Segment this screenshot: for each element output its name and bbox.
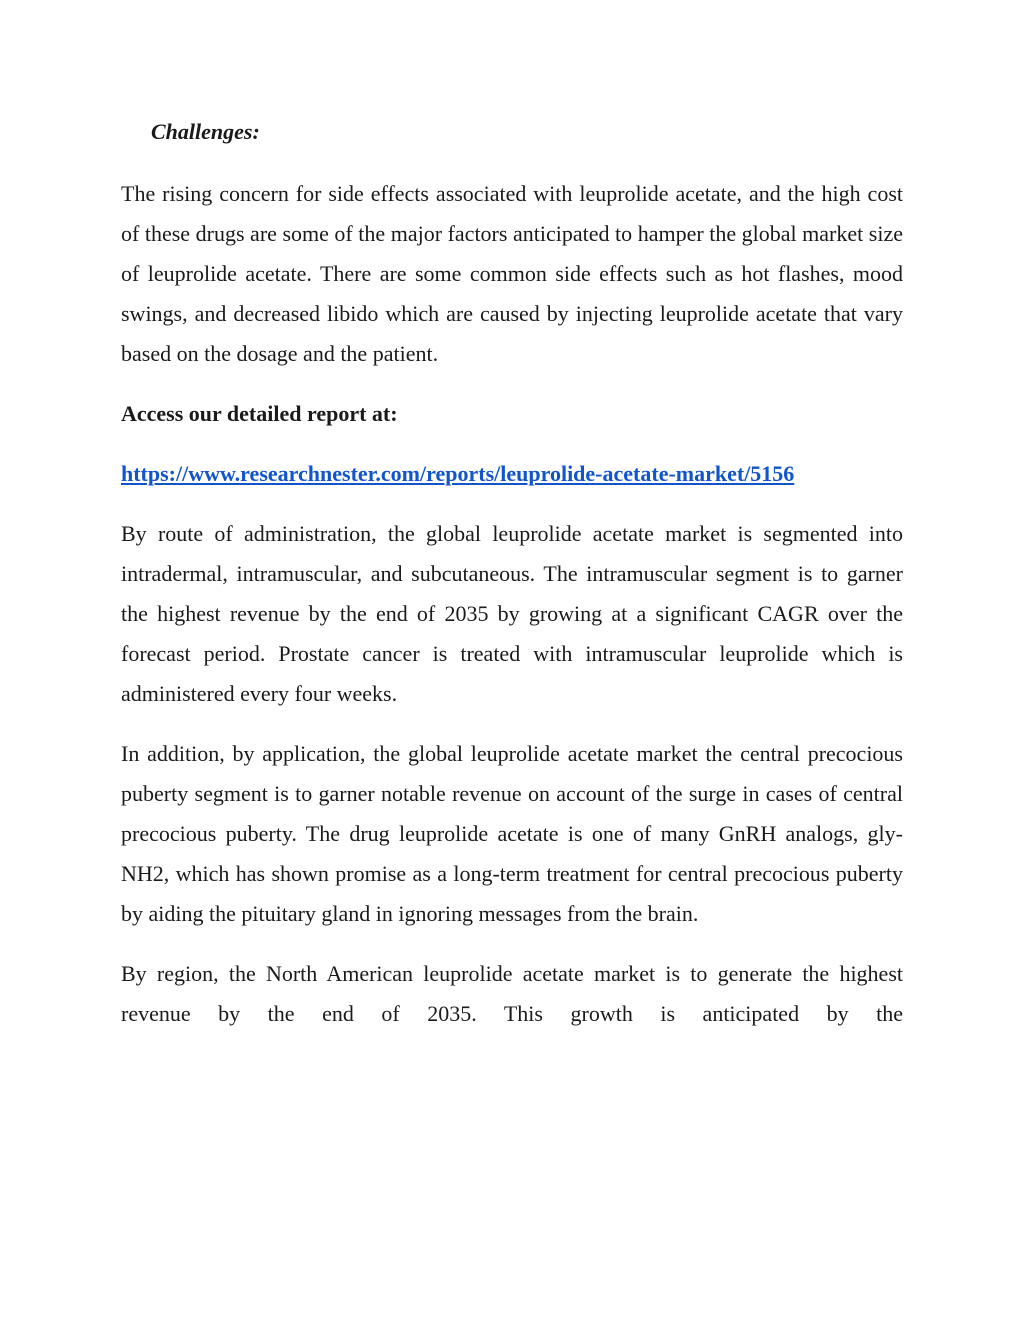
section-heading: Challenges: (151, 119, 260, 144)
paragraph-region: By region, the North American leuprolide acetate market is to generate the highest revenue by the end of 2035. This growth is anticipated by the (121, 961, 903, 1026)
paragraph-route-of-administration: By route of administration, the global leuprolide acetate market is segmented into intradermal, intramuscular, and subcutaneous. The intramuscular segment is to garner the highest revenue by the end of 2035 by growing at a significant CAGR over the forecast period. Prostate cancer is treated with intramuscular leuprolide which is administered every four weeks. (121, 521, 903, 706)
paragraph-challenges: The rising concern for side effects associated with leuprolide acetate, and the high cost of these drugs are some of the major factors anticipated to hamper the global market size of leuprolide acetate. There are some common side effects such as hot flashes, mood swings, and decreased libido which are caused by injecting leuprolide acetate that vary based on the dosage and the patient. (121, 181, 903, 366)
paragraph-application: In addition, by application, the global leuprolide acetate market the central precocious puberty segment is to garner notable revenue on account of the surge in cases of central precocious puberty. The drug leuprolide acetate is one of many GnRH analogs, gly-NH2, which has shown promise as a long-term treatment for central precocious puberty by aiding the pituitary gland in ignoring messages from the brain. (121, 741, 903, 926)
access-report-label: Access our detailed report at: (121, 401, 398, 426)
document-body (121, 112, 903, 1054)
report-link[interactable]: https://www.researchnester.com/reports/leuprolide-acetate-market/5156 (121, 461, 795, 486)
